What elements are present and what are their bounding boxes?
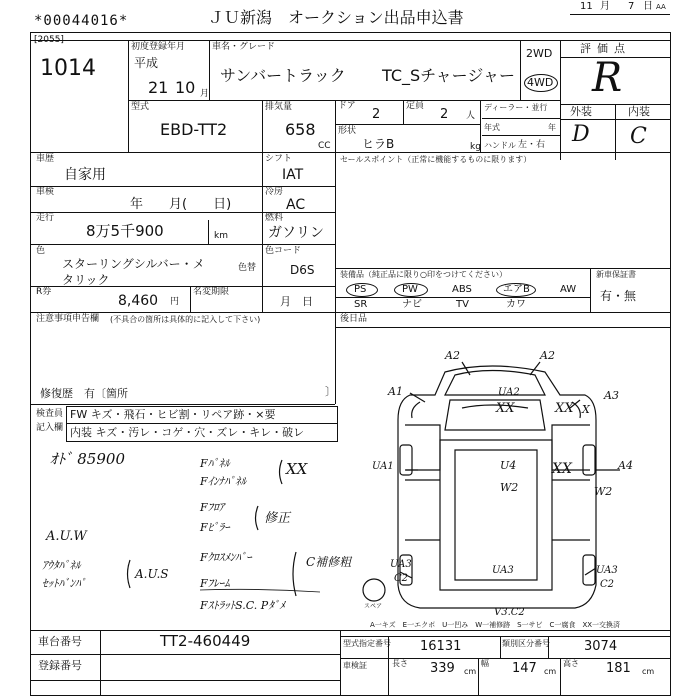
diag-v3-c2: V3.C2 — [494, 607, 525, 618]
equipment-label: 装備品（純正品に限り○印をつけてください） — [340, 270, 507, 279]
hand-fender-note: 修正 — [264, 511, 291, 526]
hand-cross2: Fﾌﾚｰﾑ — [200, 577, 230, 590]
capacity-label: 定員 — [406, 101, 425, 111]
capacity-value: 2 — [440, 107, 449, 122]
displacement-unit: CC — [318, 141, 331, 151]
lot-number: 1014 — [40, 56, 96, 81]
model-label: 型式 — [131, 102, 150, 112]
diag-spare-label: スペア — [364, 603, 383, 610]
inspection-label: 車検 — [36, 187, 55, 197]
vehicle-name-label: 車名・グレード — [212, 42, 276, 52]
handle-label: ハンドル — [484, 141, 516, 150]
checker-row2: 内装 キズ・汚レ・コゲ・穴・ズレ・キレ・破レ — [70, 426, 305, 439]
interior-label: 内装 — [628, 105, 650, 118]
diag-xx-top: XX — [496, 401, 515, 416]
exterior-grade: D — [572, 122, 590, 147]
hand-odo: ｵﾄﾞ 85900 — [50, 450, 125, 468]
registration-number-label: 登録番号 — [38, 659, 82, 672]
diag-a2-left: A2 — [445, 349, 460, 362]
fuel-label: 燃料 — [265, 213, 284, 223]
diag-xx-right: XX — [555, 401, 574, 416]
color-code: D6S — [290, 263, 315, 277]
notes-sub: (不具合の箇所は具体的に記入して下さい) — [110, 315, 261, 324]
date-month: 11 — [580, 1, 593, 12]
diag-a3: A3 — [604, 389, 619, 402]
designation-label: 型式指定番号 — [343, 639, 391, 648]
load-unit: kg — [470, 142, 481, 152]
registration-year: 21 — [148, 78, 169, 97]
height-label: 高さ — [563, 659, 579, 668]
mileage-unit: km — [214, 231, 228, 241]
checker-label2: 記入欄 — [36, 423, 64, 433]
chassis-label: 車台番号 — [38, 635, 82, 648]
fuel-value: ガソリン — [268, 225, 324, 241]
displacement-label: 排気量 — [265, 102, 293, 112]
hand-cross3: FｽﾄﾗｯﾄS.C. Pﾀﾞﾒ — [200, 599, 285, 612]
drive-2wd: 2WD — [526, 47, 553, 60]
diag-ua3-left: UA3 — [390, 559, 412, 570]
hand-panel-mark: XX — [286, 460, 308, 478]
width-value: 147 — [512, 661, 537, 676]
diag-u4: U4 — [500, 459, 517, 472]
shape-value: ヒラB — [362, 137, 395, 151]
diag-ua2: UA2 — [498, 387, 520, 398]
equip-sr: SR — [354, 299, 368, 310]
equip-navi: ナビ — [402, 299, 422, 310]
handle-value: 左・右 — [518, 140, 546, 150]
vehicle-grade: TC_Sチャージャー — [382, 66, 516, 85]
barcode-number: *00044016* — [34, 13, 129, 29]
diag-ua1: UA1 — [372, 461, 394, 472]
chassis-value: TT2-460449 — [160, 632, 251, 650]
evaluation-score: R — [592, 55, 623, 101]
equip-leather: カワ — [506, 299, 526, 310]
shift-value: IAT — [282, 167, 304, 183]
color-line2: タリック — [62, 273, 110, 287]
dealer-year-value: 年 — [548, 123, 556, 132]
class-label: 類別区分番号 — [502, 639, 550, 648]
equip-ps: PS — [354, 284, 367, 295]
length-unit: cm — [464, 667, 477, 676]
height-value: 181 — [606, 661, 631, 676]
hand-auw: A.U.W — [46, 529, 87, 544]
registration-era: 平成 — [134, 56, 159, 70]
diag-ua3-center: UA3 — [492, 565, 514, 576]
width-unit: cm — [544, 667, 557, 676]
sales-point-label: セールスポイント（正常に機能するものに限ります） — [340, 155, 532, 164]
equip-airbag: エアB — [503, 284, 530, 295]
hand-cross1: Fｸﾛｽﾒﾝﾊﾞｰ — [200, 551, 252, 564]
class-value: 3074 — [584, 639, 618, 654]
vehicle-name: サンバートラック — [220, 66, 346, 85]
diag-c2-right: C2 — [600, 579, 615, 590]
dealer-year-label: 年式 — [484, 123, 500, 132]
aircon-value: AC — [286, 197, 306, 213]
length-label: 長さ — [392, 659, 408, 668]
length-value: 339 — [430, 661, 455, 676]
date-day-unit: 日 — [643, 1, 653, 12]
diag-w2-right: W2 — [594, 485, 613, 498]
color-code-label: 色コード — [265, 246, 302, 256]
equip-abs: ABS — [452, 284, 472, 295]
dealer-label: ディーラー・並行 — [484, 103, 548, 112]
hand-cross-note: C補修粗 — [306, 555, 352, 569]
hand-fender1: Fﾌﾛｱ — [200, 501, 225, 514]
width-label: 幅 — [481, 659, 489, 668]
evaluation-label: 評価点 — [580, 42, 631, 55]
shape-label: 形状 — [338, 126, 357, 136]
diag-a4: A4 — [618, 459, 633, 472]
diag-a1: A1 — [388, 385, 403, 398]
drive-4wd: 4WD — [527, 76, 554, 89]
repair-value: 有〔箇所 — [84, 387, 128, 400]
hand-left1: ｱｳﾀﾊﾟﾈﾙ — [42, 559, 81, 572]
post-fields-label: 後日品 — [340, 314, 368, 324]
date-month-unit: 月 — [600, 1, 610, 12]
diag-w2-center: W2 — [500, 481, 519, 494]
equip-tv: TV — [456, 299, 469, 310]
hand-fender2: Fﾋﾟﾗｰ — [200, 521, 230, 534]
height-unit: cm — [642, 667, 655, 676]
diag-c2-left: C2 — [394, 573, 409, 584]
notes-label: 注意事項申告欄 — [36, 314, 100, 324]
checker-label1: 検査員 — [36, 409, 64, 419]
r-ticket-unit: 円 — [170, 297, 180, 307]
registration-month-unit: 月 — [200, 89, 210, 99]
dimensions-label: 車検証 — [343, 661, 367, 670]
capacity-unit: 人 — [466, 111, 476, 121]
registration-label: 初度登録年月 — [131, 42, 186, 52]
registration-month: 10 — [175, 78, 196, 97]
equip-pw: PW — [402, 284, 418, 295]
diag-xx-side: XX — [552, 461, 572, 477]
r-ticket-label: R券 — [36, 287, 52, 297]
color-label: 色 — [36, 246, 46, 256]
lot-code: [2055] — [34, 35, 64, 45]
color-line1: スターリングシルバー・メ — [62, 257, 205, 271]
diag-x: X — [582, 403, 590, 416]
hand-left2: ｾｯﾄﾊﾞﾝﾊﾟ — [42, 577, 86, 590]
inspection-value: 年 月( 日) — [130, 197, 232, 212]
name-change-label: 名変期限 — [193, 287, 230, 297]
hand-panel2: Fｲﾝﾅﾊﾟﾈﾙ — [200, 475, 247, 488]
history-label: 車歴 — [36, 154, 55, 164]
hand-panel1: Fﾊﾟﾈﾙ — [200, 457, 230, 470]
date-suffix: AA — [656, 3, 666, 11]
shift-label: シフト — [265, 154, 293, 164]
history-value: 自家用 — [64, 167, 106, 183]
aircon-label: 冷房 — [265, 187, 284, 197]
color-change-label: 色替 — [238, 263, 257, 273]
new-warranty-label: 新車保証書 — [596, 270, 636, 279]
exterior-label: 外装 — [570, 105, 592, 118]
doors-label: ドア — [338, 101, 356, 111]
model-value: EBD-TT2 — [160, 120, 228, 139]
page-title: ＪＵ新潟 オークション出品申込書 — [208, 8, 464, 27]
displacement-value: 658 — [285, 120, 316, 139]
damage-legend: A一キズ E一エクボ U一凹み W一補修跡 S一サビ C一腐食 XX一交換済 — [370, 621, 621, 629]
repair-label: 修復歴 — [40, 387, 73, 400]
diag-ua3-right: UA3 — [596, 565, 618, 576]
checker-row1: FW キズ・飛石・ヒビ割・リペア跡・×要 — [70, 408, 276, 421]
hand-left-mark: A.U.S — [135, 567, 169, 581]
diag-a2-right: A2 — [540, 349, 555, 362]
designation-value: 16131 — [420, 639, 462, 654]
r-ticket-value: 8,460 — [118, 293, 159, 309]
name-change-value: 月 日 — [280, 295, 313, 308]
date-day: 7 — [628, 1, 635, 12]
doors-value: 2 — [372, 107, 381, 122]
mileage-label: 走行 — [36, 213, 55, 223]
mileage-value: 8万5千900 — [86, 222, 164, 240]
new-warranty-value: 有・無 — [600, 289, 637, 303]
interior-grade: C — [630, 124, 647, 149]
equip-aw: AW — [560, 284, 577, 295]
